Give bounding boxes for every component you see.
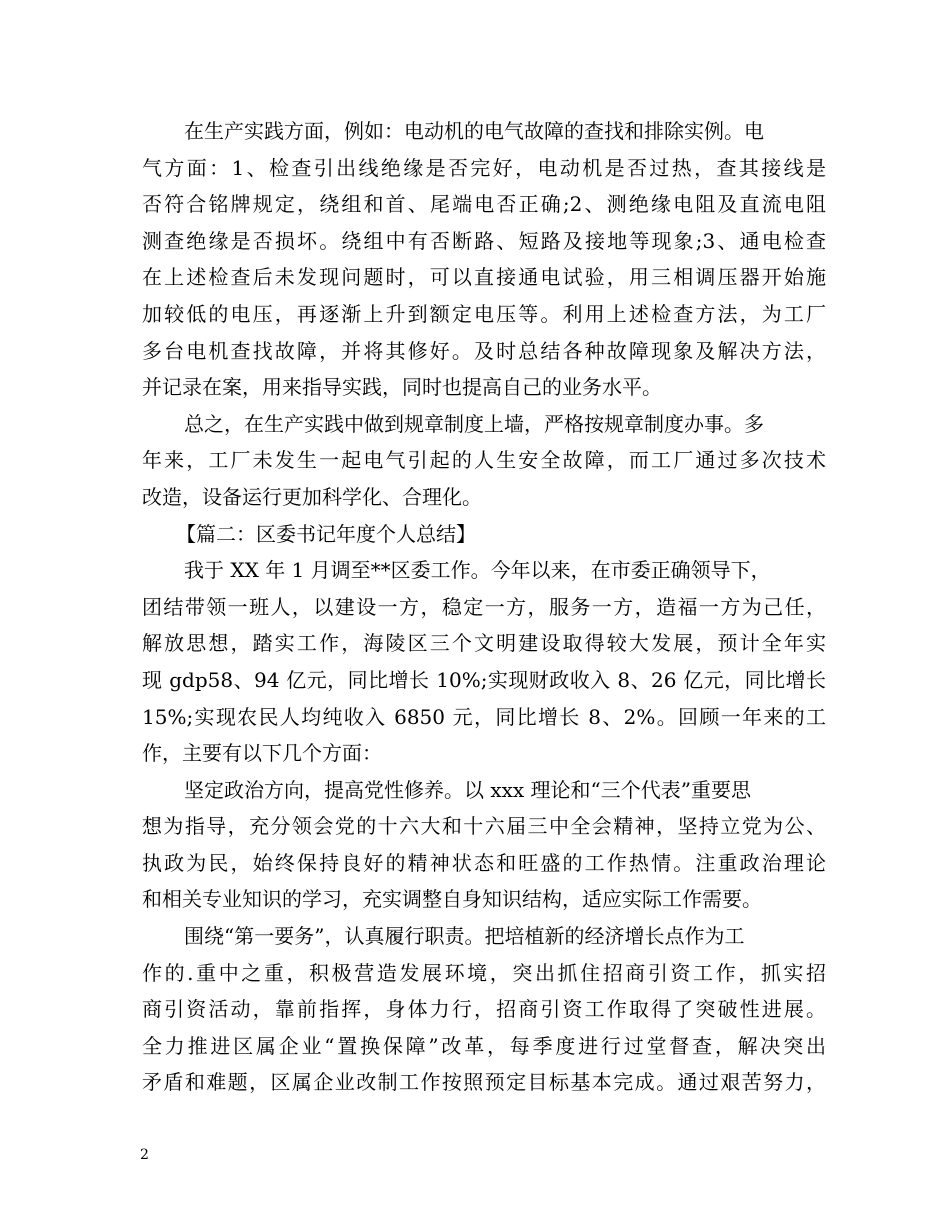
paragraph-2-line-1: 总之，在生产实践中做到规章制度上墙，严格按规章制度办事。多 [184,411,764,436]
paragraph-1-line-7: 多台电机查找故障，并将其修好。及时总结各种故障现象及解决方法， [142,338,826,363]
paragraph-2-line-3: 改造，设备运行更加科学化、合理化。 [142,484,482,509]
paragraph-1-line-2: 气方面：1、检查引出线绝缘是否完好，电动机是否过热，查其接线是 [142,155,826,180]
section-heading: 【篇二：区委书记年度个人总结】 [176,521,476,546]
paragraph-1-line-4: 测查绝缘是否损坏。绕组中有否断路、短路及接地等现象;3、通电检查 [142,228,826,253]
paragraph-1-line-3: 否符合铭牌规定，绕组和首、尾端电否正确;2、测绝缘电阻及直流电阻 [142,192,826,217]
paragraph-1-line-8: 并记录在案，用来指导实践，同时也提高自己的业务水平。 [142,375,662,400]
paragraph-3-line-2: 团结带领一班人，以建设一方，稳定一方，服务一方，造福一方为己任， [142,594,826,619]
paragraph-4-line-2: 想为指导，充分领会党的十六大和十六届三中全会精神，坚持立党为公、 [142,814,826,839]
paragraph-4-line-4: 和相关专业知识的学习，充实调整自身知识结构，适应实际工作需要。 [142,887,762,912]
document-body [142,113,826,1101]
paragraph-1-line-6: 加较低的电压，再逐渐上升到额定电压等。利用上述检查方法，为工厂 [142,301,826,326]
paragraph-4-line-3: 执政为民，始终保持良好的精神状态和旺盛的工作热情。注重政治理论 [142,850,826,875]
paragraph-1-line-5: 在上述检查后未发现问题时，可以直接通电试验，用三相调压器开始施 [142,265,826,290]
paragraph-4-line-1: 坚定政治方向，提高党性修养。以 xxx 理论和“三个代表”重要思 [184,777,752,802]
paragraph-3-line-1: 我于 XX 年 1 月调至**区委工作。今年以来，在市委正确领导下， [184,558,771,583]
paragraph-3-line-5: 15%;实现农民人均纯收入 6850 元，同比增长 8、2%。回顾一年来的工 [142,704,826,729]
paragraph-5-line-1: 围绕“第一要务”，认真履行职责。把培植新的经济增长点作为工 [184,924,745,949]
paragraph-3-line-4: 现 gdp58、94 亿元，同比增长 10%;实现财政收入 8、26 亿元，同比增长 [142,667,826,692]
page-number: 2 [140,1147,149,1163]
paragraph-5-line-3: 商引资活动，靠前指挥，身体力行，招商引资工作取得了突破性进展。 [142,997,826,1022]
paragraph-2-line-2: 年来，工厂未发生一起电气引起的人生安全故障，而工厂通过多次技术 [142,448,826,473]
paragraph-3-line-6: 作，主要有以下几个方面： [142,741,382,766]
paragraph-1-line-1: 在生产实践方面，例如：电动机的电气故障的查找和排除实例。电 [184,119,764,143]
paragraph-5-line-4: 全力推进区属企业“置换保障”改革，每季度进行过堂督查，解决突出 [142,1033,826,1058]
paragraph-5-line-2: 作的.重中之重，积极营造发展环境，突出抓住招商引资工作，抓实招 [142,960,826,985]
paragraph-5-line-5: 矛盾和难题，区属企业改制工作按照预定目标基本完成。通过艰苦努力， [142,1070,826,1095]
paragraph-3-line-3: 解放思想，踏实工作，海陵区三个文明建设取得较大发展，预计全年实 [142,631,826,656]
